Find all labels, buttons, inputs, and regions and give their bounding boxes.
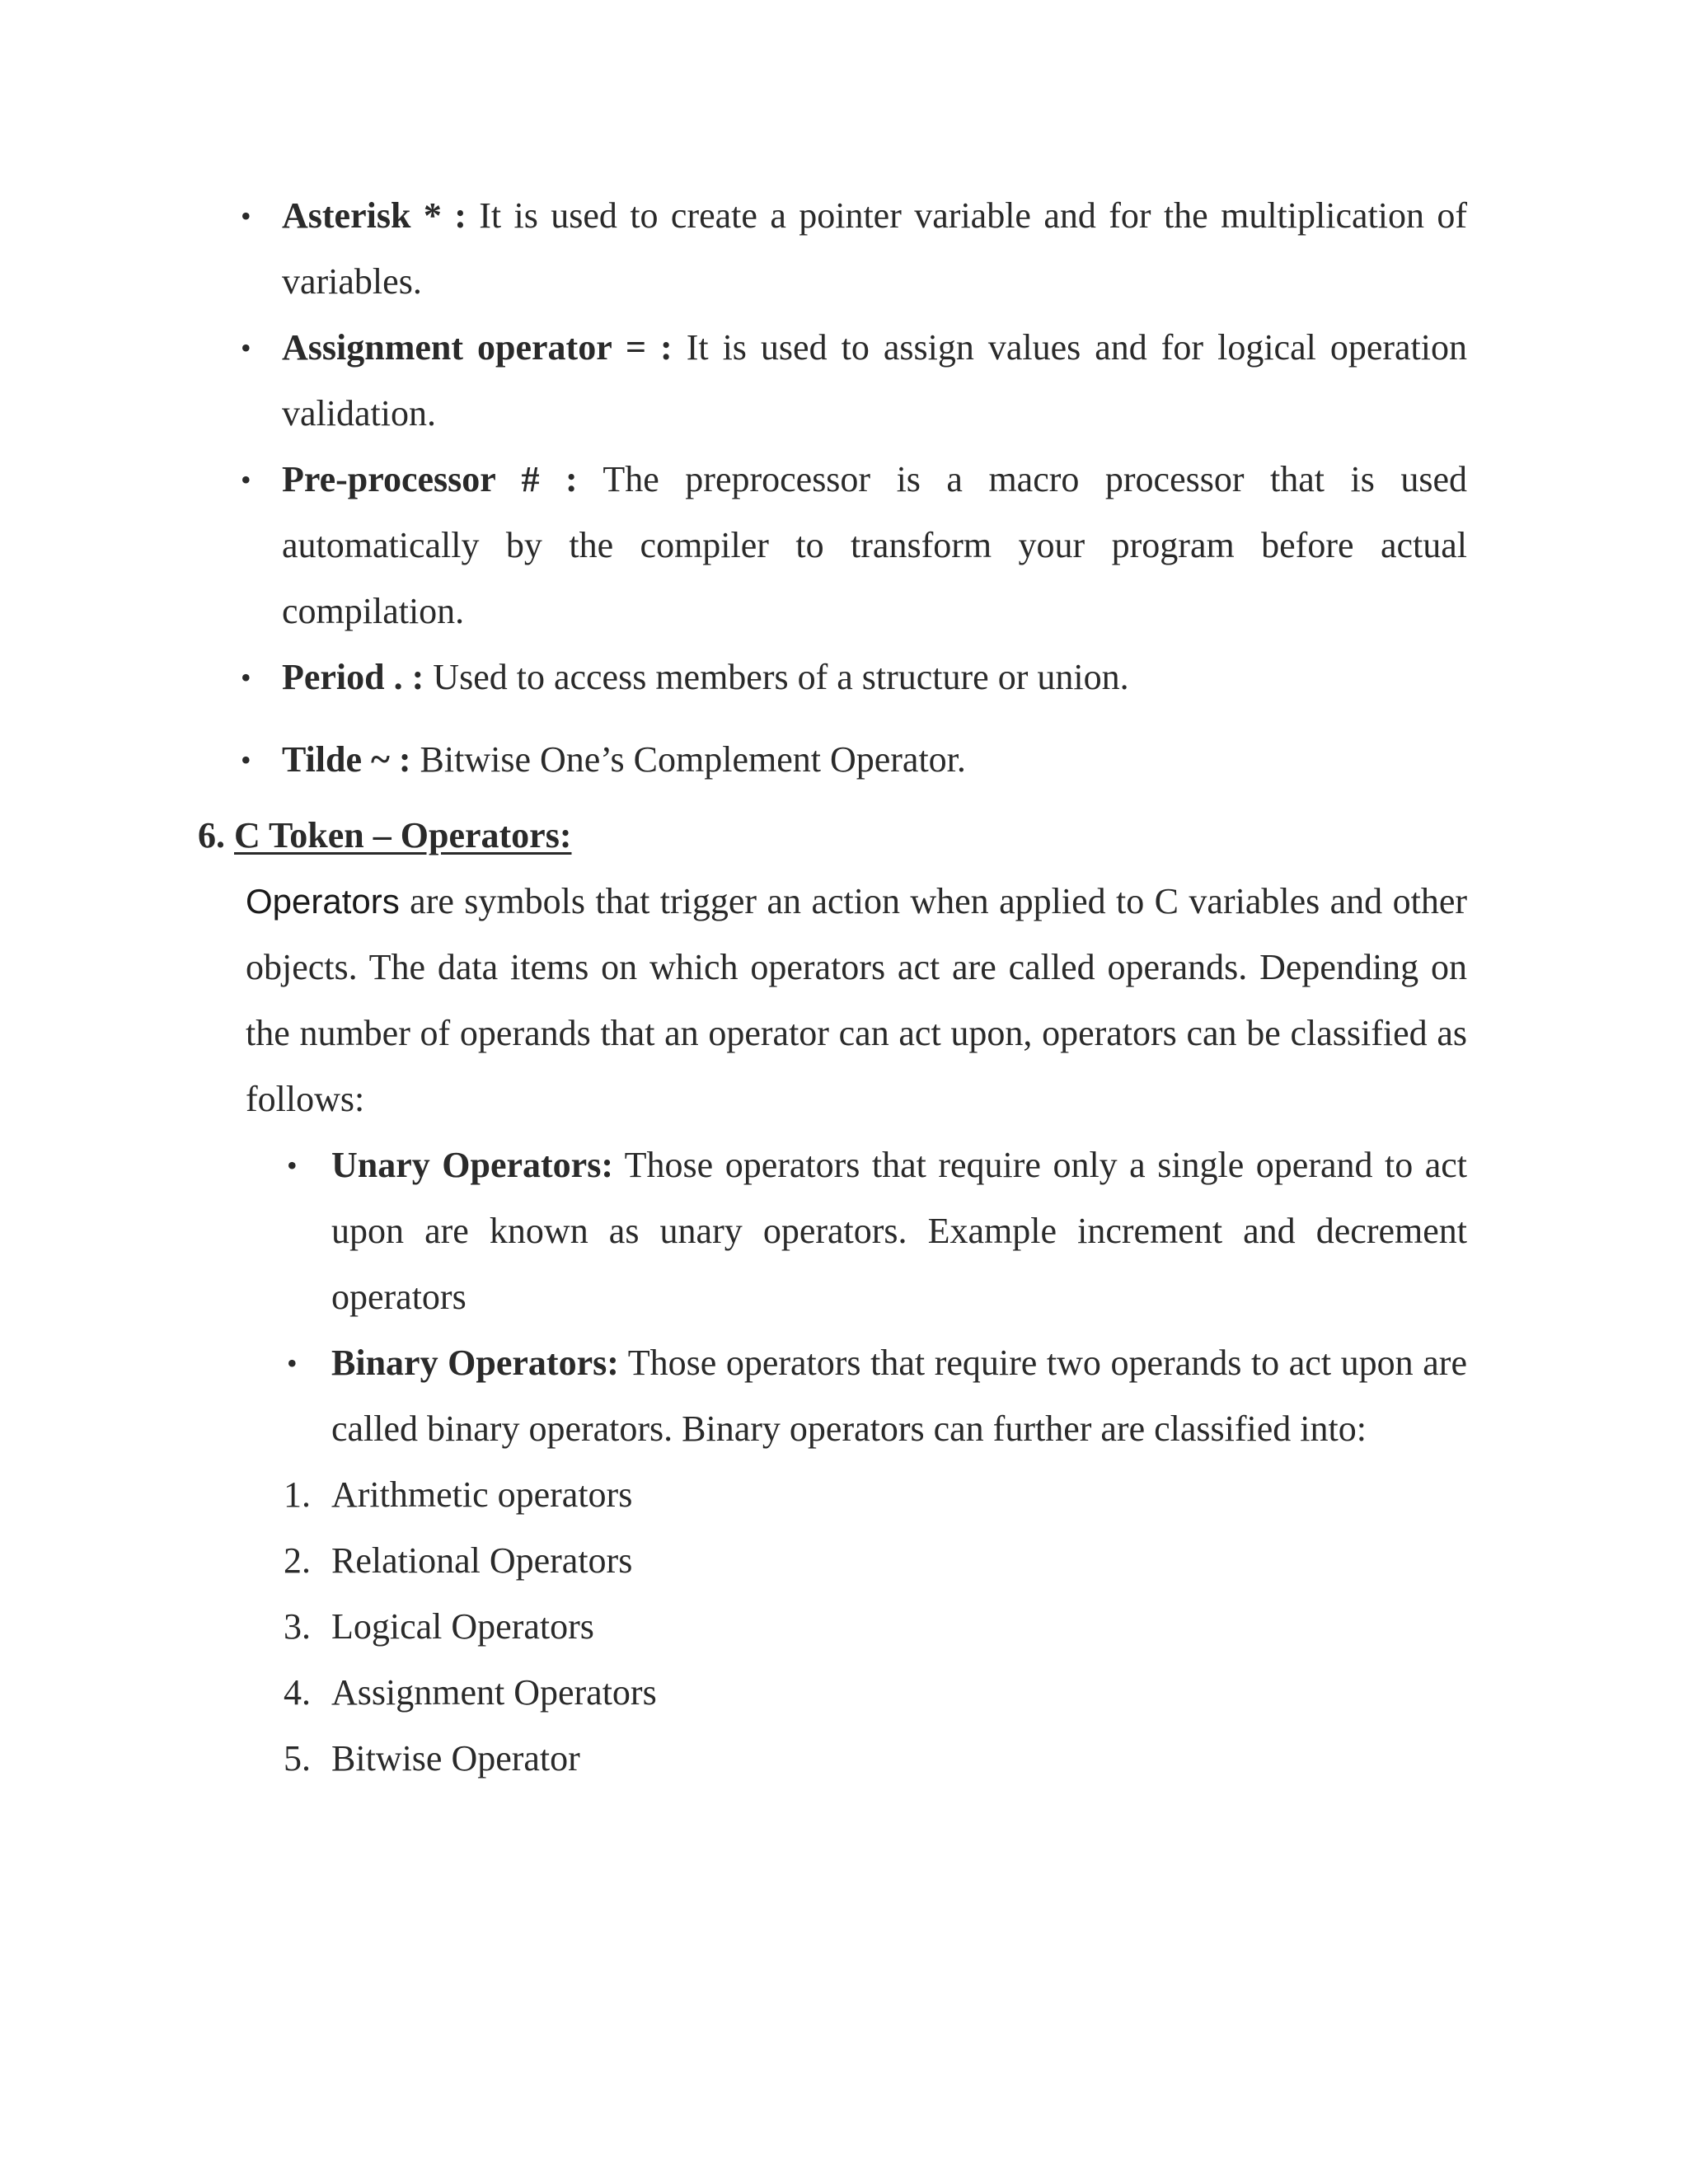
bullet-icon: • [241, 743, 251, 776]
item-desc: Bitwise One’s Complement Operator. [410, 739, 966, 780]
section-number: 6. [198, 815, 225, 855]
item-term: Binary Operators: [331, 1343, 619, 1383]
list-item [246, 1462, 1467, 1528]
list-item [246, 1528, 1467, 1594]
bullet-icon: • [241, 199, 251, 232]
intro-rest: are symbols that trigger an action when applied to C variables and other objects. The data items on which operators act are called operands. Depending on the number of operands that an operator can act upon, operators can be classified as follows: [246, 881, 1467, 1119]
item-number: 2. [284, 1540, 311, 1581]
list-item [198, 447, 1467, 644]
bullet-icon: • [241, 463, 251, 496]
item-desc: It is used to create a pointer variable and for the multiplication of variables. [282, 195, 1467, 302]
item-desc: The preprocessor is a macro processor that is used automatically by the compiler to transform your program before actual compilation. [282, 459, 1467, 631]
item-label: Logical Operators [331, 1606, 594, 1647]
list-item [246, 1330, 1467, 1462]
section-body [198, 869, 1467, 1792]
operator-type-list [246, 1132, 1467, 1462]
list-item [198, 315, 1467, 447]
bullet-icon: • [287, 1149, 298, 1182]
list-item [198, 644, 1467, 710]
item-term: Pre-processor # : [282, 459, 578, 499]
symbol-list [198, 183, 1467, 793]
item-label: Assignment Operators [331, 1672, 657, 1713]
item-term: Period . : [282, 657, 424, 697]
list-item [246, 1132, 1467, 1330]
list-item [198, 727, 1467, 793]
section-title: C Token – Operators: [234, 815, 572, 855]
item-label: Arithmetic operators [331, 1474, 633, 1515]
item-term: Tilde ~ : [282, 739, 411, 780]
item-desc: Those operators that require two operands to act upon are called binary operators. Binary operators can further are classified into: [331, 1343, 1467, 1449]
item-term: Unary Operators: [331, 1145, 613, 1185]
bullet-icon: • [241, 661, 251, 694]
item-number: 5. [284, 1738, 311, 1779]
item-number: 4. [284, 1672, 311, 1713]
item-term: Asterisk * : [282, 195, 467, 236]
list-item [246, 1660, 1467, 1726]
item-number: 3. [284, 1606, 311, 1647]
item-desc: It is used to assign values and for logical operation validation. [282, 327, 1467, 434]
item-label: Bitwise Operator [331, 1738, 580, 1779]
section-heading [198, 803, 1467, 869]
item-desc: Used to access members of a structure or union. [424, 657, 1129, 697]
bullet-icon: • [241, 331, 251, 364]
intro-paragraph [246, 869, 1467, 1132]
list-item [246, 1726, 1467, 1792]
item-term: Assignment operator = : [282, 327, 673, 368]
item-number: 1. [284, 1474, 311, 1515]
intro-first-word: Operators [246, 882, 400, 921]
item-label: Relational Operators [331, 1540, 633, 1581]
list-item [198, 183, 1467, 315]
list-item [246, 1594, 1467, 1660]
page-content [198, 183, 1467, 1792]
binary-classes-list [246, 1462, 1467, 1792]
item-desc: Those operators that require only a single operand to act upon are known as unary operators. Example increment and decrement operators [331, 1145, 1467, 1317]
bullet-icon: • [287, 1347, 298, 1380]
